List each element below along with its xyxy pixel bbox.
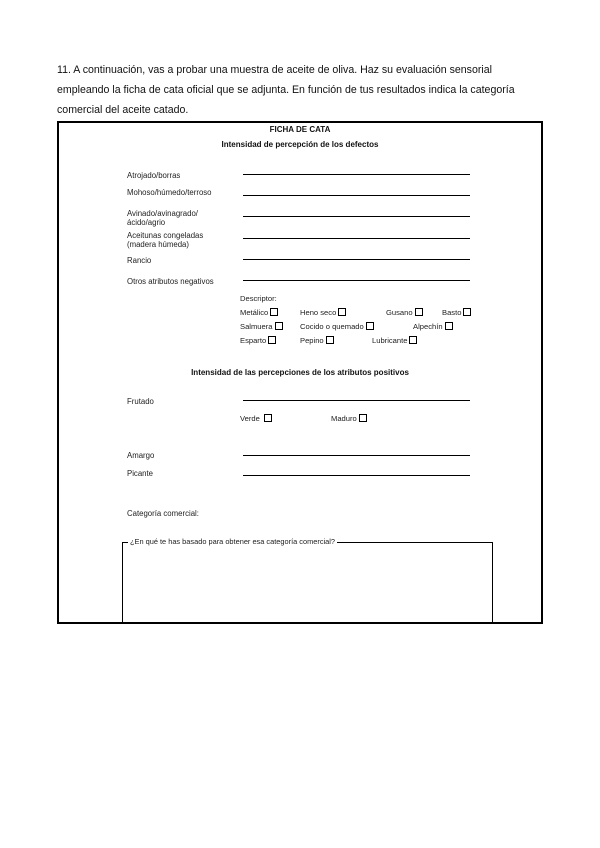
positive-heading: Intensidad de las percepciones de los atributos positivos xyxy=(191,368,409,377)
defect-label-rancio: Rancio xyxy=(127,256,152,265)
descriptor-pepino-label: Pepino xyxy=(300,336,324,345)
option-maduro-label: Maduro xyxy=(331,414,357,423)
descriptor-lubricante[interactable] xyxy=(372,336,417,345)
picante-line[interactable] xyxy=(243,475,470,476)
descriptor-pepino[interactable] xyxy=(300,336,334,345)
question-line-1: 11. A continuación, vas a probar una muestra de aceite de oliva. Haz su evaluación sensorial xyxy=(57,64,492,76)
defect-label-mohoso: Mohoso/húmedo/terroso xyxy=(127,188,212,197)
descriptor-gusano[interactable] xyxy=(386,308,423,317)
descriptor-heno-seco-label: Heno seco xyxy=(300,308,337,317)
descriptor-metalico-label: Metálico xyxy=(240,308,269,317)
descriptor-alpechin-label: Alpechín xyxy=(413,322,443,331)
question-text xyxy=(57,60,543,120)
descriptor-basto-label: Basto xyxy=(442,308,462,317)
defect-line-rancio[interactable] xyxy=(243,259,470,260)
tasting-sheet xyxy=(57,121,543,624)
frutado-line[interactable] xyxy=(243,400,470,401)
amargo-label: Amargo xyxy=(127,451,155,460)
descriptor-cocido[interactable] xyxy=(300,322,374,331)
option-verde-label: Verde xyxy=(240,414,260,423)
defect-line-atrojado[interactable] xyxy=(243,174,470,175)
defect-label-congeladas-2: (madera húmeda) xyxy=(127,240,189,249)
descriptor-cocido-label: Cocido o quemado xyxy=(300,322,364,331)
descriptor-metalico[interactable] xyxy=(240,308,278,317)
checkbox[interactable] xyxy=(463,308,471,316)
checkbox[interactable] xyxy=(268,336,276,344)
picante-label: Picante xyxy=(127,469,154,478)
descriptor-esparto-label: Esparto xyxy=(240,336,267,345)
defect-line-otros[interactable] xyxy=(243,280,470,281)
descriptor-salmuera[interactable] xyxy=(240,322,283,331)
checkbox[interactable] xyxy=(270,308,278,316)
defects-heading: Intensidad de percepción de los defectos xyxy=(221,140,379,149)
basis-question: ¿En qué te has basado para obtener esa categoría comercial? xyxy=(130,537,336,546)
basis-answer-box[interactable] xyxy=(122,537,493,624)
descriptor-alpechin[interactable] xyxy=(413,322,453,331)
defect-label-avinado-2: ácido/agrio xyxy=(127,218,166,227)
descriptor-salmuera-label: Salmuera xyxy=(240,322,273,331)
descriptor-label: Descriptor: xyxy=(240,294,277,303)
option-verde[interactable] xyxy=(240,414,272,423)
descriptor-esparto[interactable] xyxy=(240,336,276,345)
checkbox[interactable] xyxy=(445,322,453,330)
option-maduro[interactable] xyxy=(331,414,367,423)
descriptor-lubricante-label: Lubricante xyxy=(372,336,408,345)
checkbox[interactable] xyxy=(326,336,334,344)
defect-line-congeladas[interactable] xyxy=(243,238,470,239)
amargo-line[interactable] xyxy=(243,455,470,456)
checkbox[interactable] xyxy=(359,414,367,422)
descriptor-basto[interactable] xyxy=(442,308,471,317)
defect-label-avinado-1: Avinado/avinagrado/ xyxy=(127,209,198,218)
frutado-label: Frutado xyxy=(127,397,154,406)
defect-line-mohoso[interactable] xyxy=(243,195,470,196)
form-title: FICHA DE CATA xyxy=(269,125,331,134)
categoria-label: Categoría comercial: xyxy=(127,509,199,518)
defect-label-atrojado: Atrojado/borras xyxy=(127,171,181,180)
checkbox[interactable] xyxy=(415,308,423,316)
question-line-3: comercial del aceite catado. xyxy=(57,104,189,116)
checkbox[interactable] xyxy=(264,414,272,422)
defect-line-avinado[interactable] xyxy=(243,216,470,217)
checkbox[interactable] xyxy=(409,336,417,344)
checkbox[interactable] xyxy=(338,308,346,316)
question-line-2: empleando la ficha de cata oficial que se adjunta. En función de tus resultados indica la categoría xyxy=(57,84,515,96)
defect-label-congeladas-1: Aceitunas congeladas xyxy=(127,231,204,240)
defect-label-otros: Otros atributos negativos xyxy=(127,277,214,286)
descriptor-heno-seco[interactable] xyxy=(300,308,346,317)
checkbox[interactable] xyxy=(366,322,374,330)
checkbox[interactable] xyxy=(275,322,283,330)
descriptor-gusano-label: Gusano xyxy=(386,308,413,317)
